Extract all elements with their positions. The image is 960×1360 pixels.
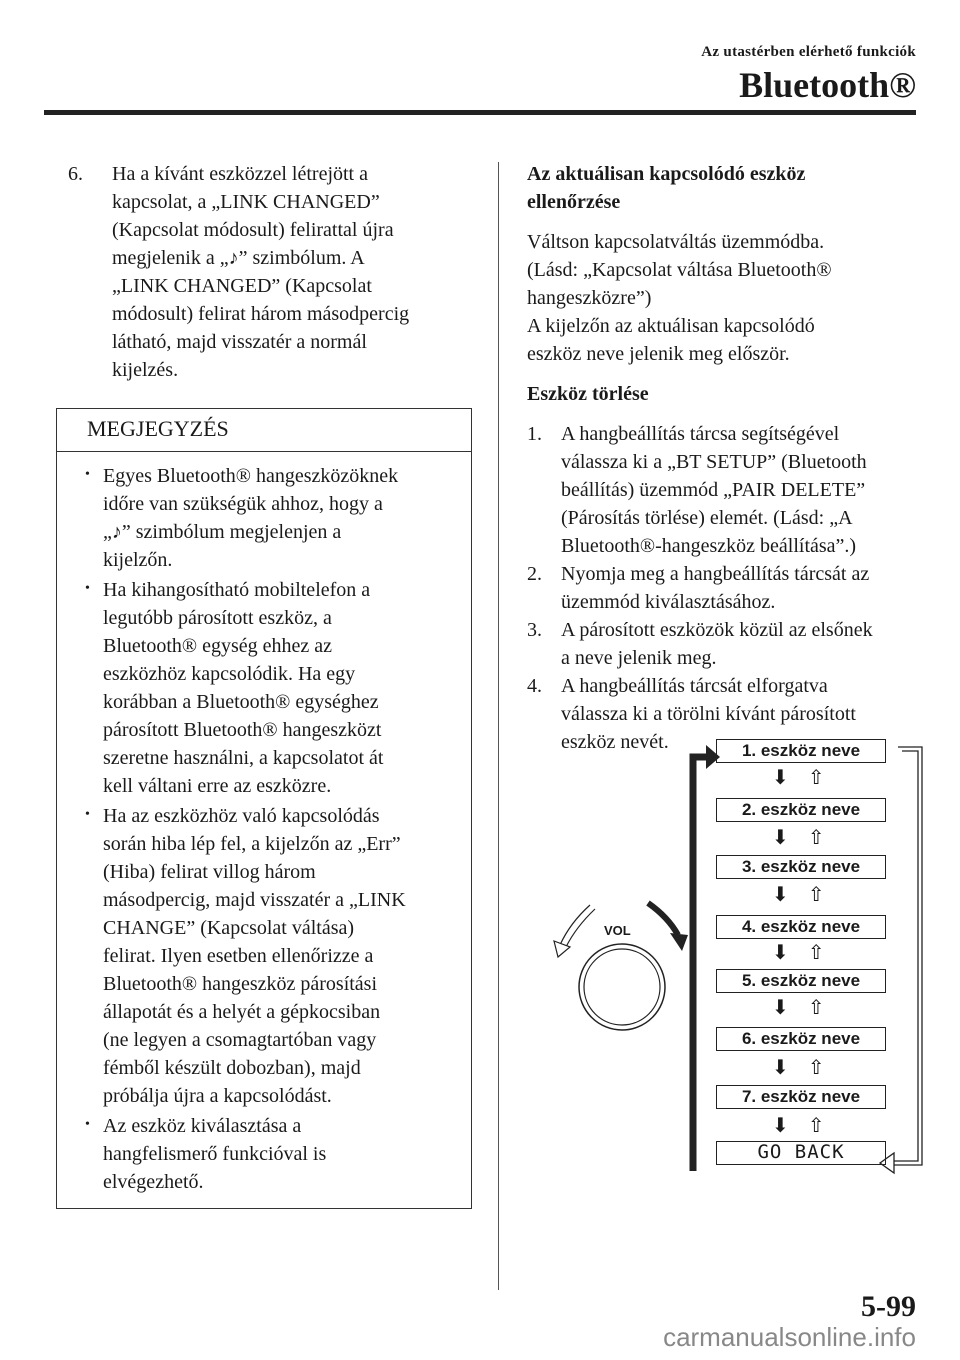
note-line: szeretne használni, a kapcsolatot át [103, 747, 384, 769]
step-line: „LINK CHANGED” (Kapcsolat [112, 275, 372, 297]
step-line: módosult) felirat három másodpercig [112, 303, 410, 325]
scroll-arrows [772, 827, 825, 847]
arrow-down-icon: ⬇ [772, 1113, 789, 1137]
heading-line: Az aktuálisan kapcsolódó eszköz [527, 163, 806, 185]
device-name-5: 5. eszköz neve [716, 969, 886, 993]
device-name-4: 4. eszköz neve [716, 915, 886, 939]
note-line: elvégezhető. [103, 1171, 204, 1193]
device-name-3: 3. eszköz neve [716, 855, 886, 879]
list-item [527, 560, 927, 616]
arrow-down-icon: ⬇ [772, 1055, 789, 1079]
item-line: válassza ki a „BT SETUP” (Bluetooth [561, 451, 867, 473]
note-line: (Hiba) felirat villog három [103, 861, 316, 883]
scroll-arrows [772, 942, 825, 962]
section-heading [527, 160, 927, 216]
scroll-arrows [772, 884, 825, 904]
arrow-up-icon: ⇧ [807, 1055, 825, 1079]
item-line: A hangbeállítás tárcsát elforgatva [561, 675, 828, 697]
scroll-arrows [772, 767, 825, 787]
header-rule [44, 110, 916, 115]
note-box [56, 408, 472, 1209]
note-line: fémből készült dobozban), majd [103, 1057, 361, 1079]
note-line: párosított Bluetooth® hangeszközt [103, 719, 382, 741]
item-number: 2. [527, 563, 542, 585]
note-item [83, 576, 461, 800]
item-number: 1. [527, 423, 542, 445]
item-line: (Párosítás törlése) elemét. (Lásd: „A [561, 507, 853, 529]
item-line: eszköz nevét. [561, 731, 669, 753]
note-line: állapotát és a helyét a gépkocsiban [103, 1001, 381, 1023]
note-line: • Ha az eszközhöz való kapcsolódás [103, 805, 380, 827]
note-item [83, 1112, 461, 1196]
step-6 [68, 160, 468, 384]
page-number: 5-99 [861, 1290, 916, 1323]
arrow-up-icon: ⇧ [807, 825, 825, 849]
note-line: Bluetooth® hangeszköz párosítási [103, 973, 378, 995]
note-title: MEGJEGYZÉS [57, 409, 471, 452]
left-column [68, 160, 468, 1209]
item-line: A hangbeállítás tárcsa segítségével [561, 423, 840, 445]
item-line: A párosított eszközök közül az elsőnek [561, 619, 873, 641]
arrow-down-icon: ⬇ [772, 882, 789, 906]
vol-label: VOL [604, 923, 631, 938]
note-line: eszközhöz kapcsolódik. Ha egy [103, 663, 356, 685]
note-line: • Ha kihangosítható mobiltelefon a [103, 579, 371, 601]
note-line: (ne legyen a csomagtartóban vagy [103, 1029, 377, 1051]
step-line: kijelzés. [112, 359, 179, 381]
note-item [83, 802, 461, 1110]
device-name-6: 6. eszköz neve [716, 1027, 886, 1051]
note-line: kijelzőn. [103, 549, 173, 571]
paragraph [527, 228, 927, 368]
item-number: 3. [527, 619, 542, 641]
scroll-arrows [772, 1115, 825, 1135]
item-line: üzemmód kiválasztásához. [561, 591, 776, 613]
arrow-down-icon: ⬇ [772, 765, 789, 789]
scroll-arrows [772, 1057, 825, 1077]
arrow-up-icon: ⇧ [807, 1113, 825, 1137]
step-line: látható, majd visszatér a normál [112, 331, 367, 353]
item-line: Bluetooth®-hangeszköz beállítása”.) [561, 535, 857, 557]
page-title: Bluetooth® [739, 65, 916, 105]
note-line: felirat. Ilyen esetben ellenőrizze a [103, 945, 374, 967]
para-line: (Lásd: „Kapcsolat váltása Bluetooth® [527, 259, 832, 281]
step-line: kapcsolat, a „LINK CHANGED” [112, 191, 380, 213]
device-name-1: 1. eszköz neve [716, 739, 886, 763]
note-line: CHANGE” (Kapcsolat váltása) [103, 917, 355, 939]
para-line: eszköz neve jelenik meg először. [527, 343, 790, 365]
note-line: próbálja újra a kapcsolódást. [103, 1085, 332, 1107]
note-line: időre van szükségük ahhoz, hogy a [103, 493, 383, 515]
arrow-up-icon: ⇧ [807, 940, 825, 964]
note-line: „♪” szimbólum megjelenjen a [103, 521, 342, 543]
step-number: 6. [68, 163, 83, 185]
arrow-up-icon: ⇧ [807, 995, 825, 1019]
note-line: • Az eszköz kiválasztása a [103, 1115, 302, 1137]
list-item [527, 420, 927, 560]
step-line: (Kapcsolat módosult) felirattal újra [112, 219, 394, 241]
item-line: válassza ki a törölni kívánt párosított [561, 703, 856, 725]
heading-line: ellenőrzése [527, 191, 621, 213]
note-line: másodpercig, majd visszatér a „LINK [103, 889, 406, 911]
item-line: Nyomja meg a hangbeállítás tárcsát az [561, 563, 870, 585]
go-back-option: GO BACK [716, 1141, 886, 1165]
step-line: megjelenik a „♪” szimbólum. A [112, 247, 365, 269]
section-title: Az utastérben elérhető funkciók [701, 44, 916, 60]
para-line: A kijelzőn az aktuálisan kapcsolódó [527, 315, 815, 337]
watermark: carmanualsonline.info [663, 1322, 916, 1352]
list-item [527, 616, 927, 672]
device-list-diagram [540, 735, 940, 1175]
arrow-down-icon: ⬇ [772, 940, 789, 964]
note-line: kell váltani erre az eszközre. [103, 775, 332, 797]
note-line: során hiba lép fel, a kijelzőn az „Err” [103, 833, 401, 855]
arrow-down-icon: ⬇ [772, 825, 789, 849]
arrow-down-icon: ⬇ [772, 995, 789, 1019]
arrow-up-icon: ⇧ [807, 882, 825, 906]
step-line: Ha a kívánt eszközzel létrejött a [112, 163, 368, 185]
subheading: Eszköz törlése [527, 383, 649, 405]
note-line: Bluetooth® egység ehhez az [103, 635, 333, 657]
step-list [527, 420, 927, 756]
item-line: a neve jelenik meg. [561, 647, 717, 669]
note-line: hangfelismerő funkcióval is [103, 1143, 327, 1165]
arrow-up-icon: ⇧ [807, 765, 825, 789]
note-item [83, 462, 461, 574]
note-line: legutóbb párosított eszköz, a [103, 607, 332, 629]
scroll-arrows [772, 997, 825, 1017]
para-line: Váltson kapcsolatváltás üzemmódba. [527, 231, 825, 253]
para-line: hangeszközre”) [527, 287, 652, 309]
note-body [57, 452, 471, 1208]
column-divider [498, 162, 499, 1290]
device-name-7: 7. eszköz neve [716, 1085, 886, 1109]
item-number: 4. [527, 675, 542, 697]
right-column [527, 160, 927, 756]
note-line: korábban a Bluetooth® egységhez [103, 691, 379, 713]
device-name-2: 2. eszköz neve [716, 798, 886, 822]
note-line: • Egyes Bluetooth® hangeszközöknek [103, 465, 399, 487]
item-line: beállítás) üzemmód „PAIR DELETE” [561, 479, 866, 501]
